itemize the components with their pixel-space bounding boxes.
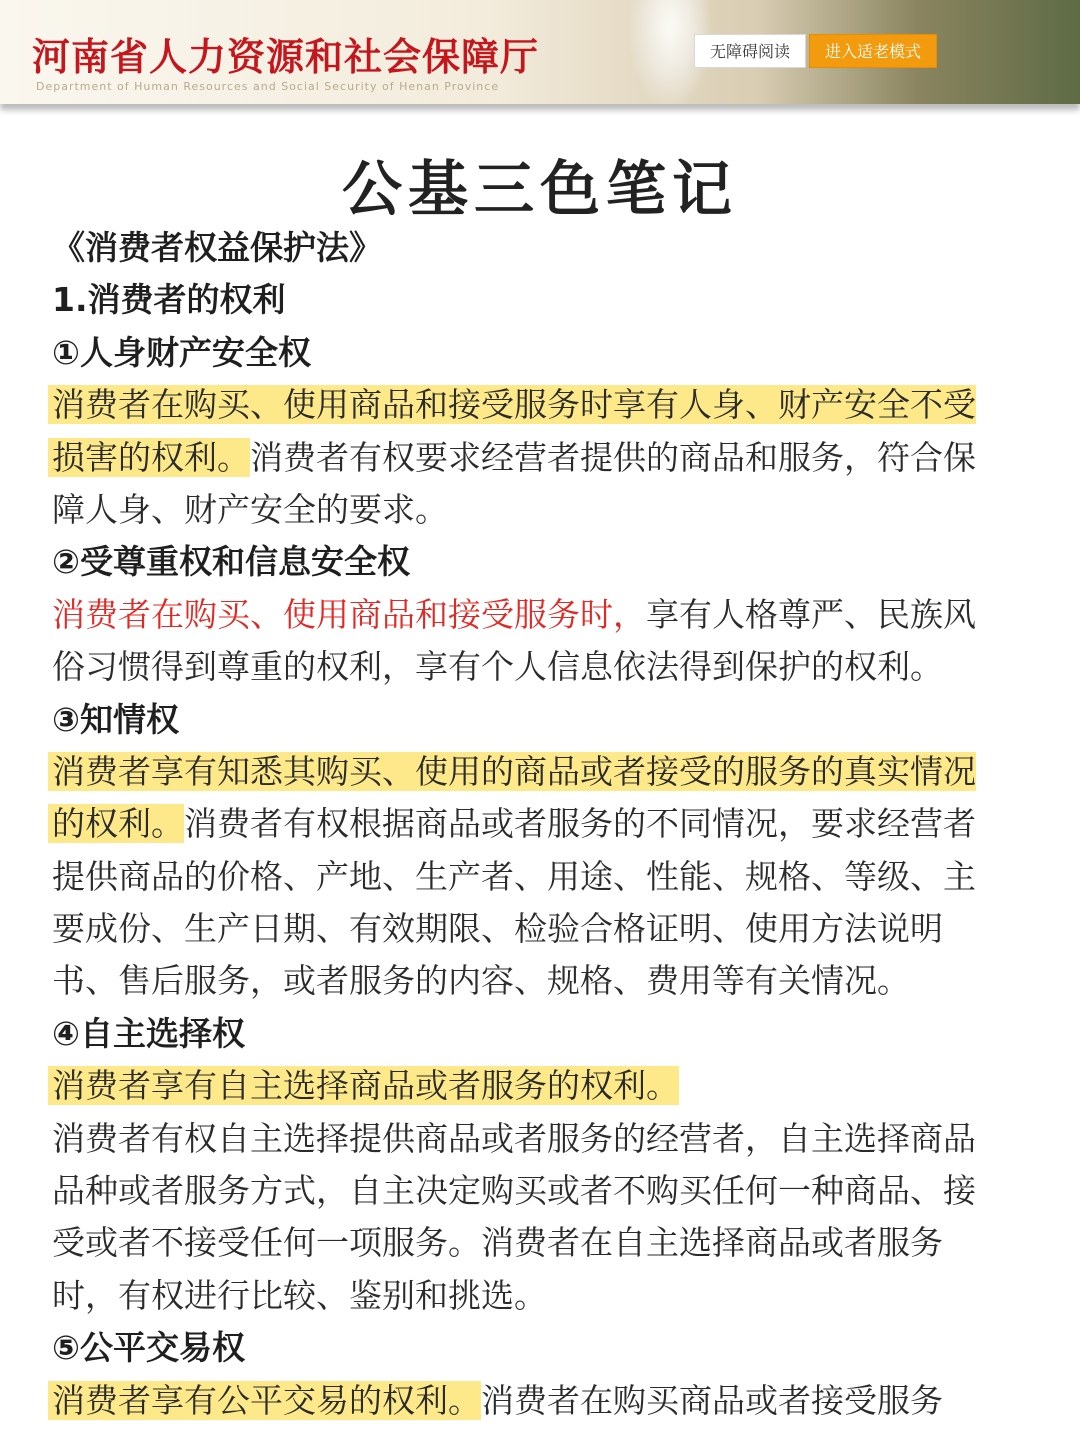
notes-body (48, 222, 1038, 1427)
site-subtitle: Department of Human Resources and Social Security of Henan Province (36, 80, 500, 93)
law-name: 《消费者权益保护法》 (52, 228, 382, 267)
section-heading: 1.消费者的权利 (52, 280, 286, 320)
right-5-heading: ⑤公平交易权 (52, 1328, 245, 1368)
body-text: 品种或者服务方式，自主决定购买或者不购买任何一种商品、接 (52, 1171, 976, 1211)
page-title: 公基三色笔记 (342, 155, 738, 225)
elder-mode-button[interactable]: 进入适老模式 (809, 34, 937, 68)
site-title: 河南省人力资源和社会保障厅 (32, 35, 540, 79)
body-text: 消费者有权要求经营者提供的商品和服务，符合保 (250, 437, 976, 477)
body-text: 障人身、财产安全的要求。 (52, 489, 448, 529)
site-header (0, 0, 1080, 104)
highlight-text: 的权利。 (48, 804, 184, 843)
highlight-text: 消费者在购买、使用商品和接受服务时享有人身、财产安全不受 (48, 385, 976, 424)
body-text: 时，有权进行比较、鉴别和挑选。 (52, 1275, 547, 1315)
body-text: 要成份、生产日期、有效期限、检验合格证明、使用方法说明 (52, 909, 943, 949)
highlight-text: 消费者享有公平交易的权利。 (48, 1381, 481, 1420)
body-text: 享有人格尊严、民族风 (646, 594, 976, 634)
accessible-reading-button[interactable]: 无障碍阅读 (694, 34, 806, 68)
body-text: 俗习惯得到尊重的权利，享有个人信息依法得到保护的权利。 (52, 647, 943, 687)
body-text: 消费者在购买商品或者接受服务 (481, 1380, 943, 1420)
body-text: 书、售后服务，或者服务的内容、规格、费用等有关情况。 (52, 961, 910, 1001)
right-1-heading: ①人身财产安全权 (52, 332, 311, 372)
body-text: 受或者不接受任何一项服务。消费者在自主选择商品或者服务 (52, 1223, 943, 1263)
right-4-heading: ④自主选择权 (52, 1013, 245, 1053)
highlight-text: 损害的权利。 (48, 438, 250, 477)
highlight-text: 消费者享有自主选择商品或者服务的权利。 (48, 1066, 679, 1105)
body-text: 消费者有权自主选择提供商品或者服务的经营者，自主选择商品 (52, 1118, 976, 1158)
right-3-heading: ③知情权 (52, 699, 179, 739)
highlight-text: 消费者享有知悉其购买、使用的商品或者接受的服务的真实情况 (48, 752, 976, 791)
right-2-heading: ②受尊重权和信息安全权 (52, 542, 410, 582)
red-text: 消费者在购买、使用商品和接受服务时， (52, 594, 646, 634)
body-text: 提供商品的价格、产地、生产者、用途、性能、规格、等级、主 (52, 856, 976, 896)
body-text: 消费者有权根据商品或者服务的不同情况，要求经营者 (184, 804, 976, 844)
